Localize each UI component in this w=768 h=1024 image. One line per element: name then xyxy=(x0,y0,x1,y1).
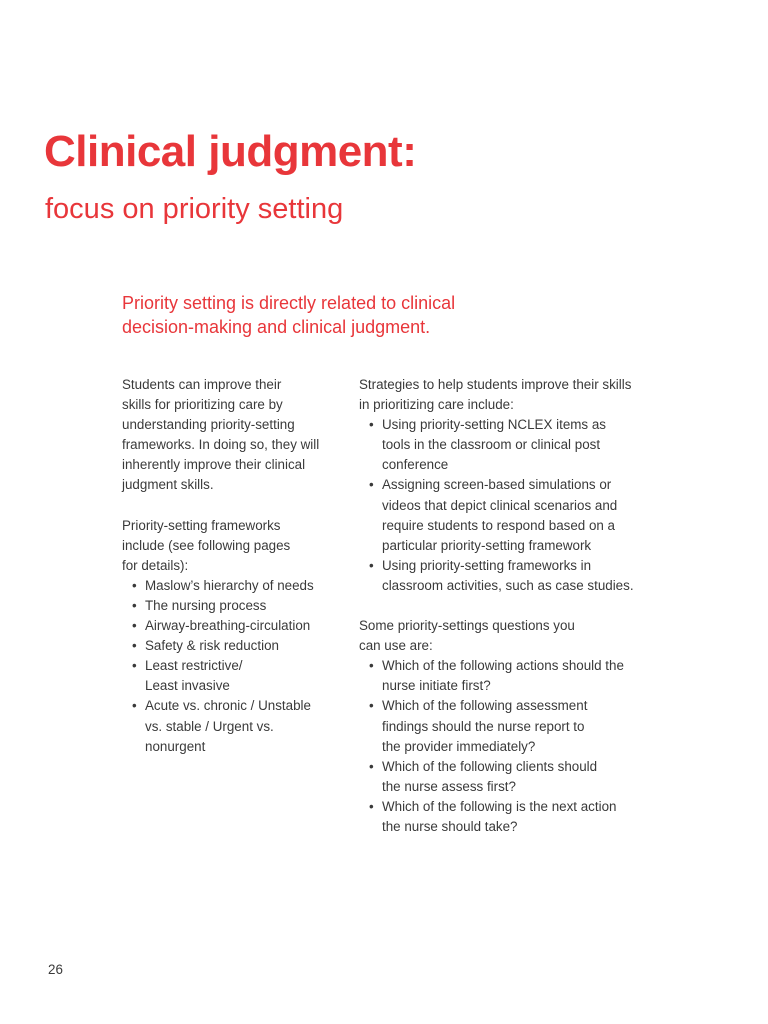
paragraph-line: Strategies to help students improve their skills xyxy=(359,377,632,392)
list-item-line: • Least restrictive/ xyxy=(145,658,243,674)
paragraph-line: frameworks. In doing so, they will xyxy=(122,437,320,453)
list-item-line: particular priority-setting framework xyxy=(382,537,592,553)
page-subtitle: focus on priority setting xyxy=(45,193,344,225)
students-paragraph xyxy=(122,375,332,496)
list-item-line: • Airway-breathing-circulation xyxy=(145,618,311,634)
list-item xyxy=(359,797,659,837)
right-column xyxy=(359,375,659,837)
list-item-line: nonurgent xyxy=(145,738,206,754)
paragraph-line: judgment skills. xyxy=(122,477,214,493)
list-item-line: the nurse should take? xyxy=(382,818,518,834)
list-item-line: conference xyxy=(382,457,449,473)
list-item xyxy=(359,656,659,696)
intro-line: decision-making and clinical judgment. xyxy=(122,317,431,337)
list-item xyxy=(359,415,659,475)
list-item xyxy=(122,656,332,696)
paragraph-line: Priority-setting frameworks xyxy=(122,517,281,533)
paragraph-line: can use are: xyxy=(359,638,433,654)
paragraph-line: in prioritizing care include: xyxy=(359,397,514,413)
questions-list xyxy=(359,656,659,837)
list-item-line: vs. stable / Urgent vs. xyxy=(145,718,274,734)
list-item-line: • Safety & risk reduction xyxy=(145,638,279,654)
list-item xyxy=(359,475,659,555)
list-item-line: • Acute vs. chronic / Unstable xyxy=(145,698,311,714)
list-item xyxy=(359,696,659,756)
strategies-list xyxy=(359,415,659,596)
paragraph-line: for details): xyxy=(122,557,189,573)
list-item-line: • Maslow’s hierarchy of needs xyxy=(145,577,314,593)
list-item-line: • Using priority-setting NCLEX items as xyxy=(382,417,606,433)
list-item-line: findings should the nurse report to xyxy=(382,718,585,734)
spacer xyxy=(122,496,332,516)
spacer xyxy=(359,596,659,616)
list-item xyxy=(122,576,332,596)
page-number: 26 xyxy=(48,962,63,977)
paragraph-line: inherently improve their clinical xyxy=(122,457,306,473)
list-item-line: • Using priority-setting frameworks in xyxy=(382,557,592,573)
page-title: Clinical judgment: xyxy=(44,127,417,176)
intro-line: Priority setting is directly related to clinical xyxy=(122,293,456,313)
paragraph-line: skills for prioritizing care by xyxy=(122,397,283,413)
list-item-line: the nurse assess first? xyxy=(382,778,516,794)
list-item xyxy=(122,616,332,636)
list-item-line: classroom activities, such as case studies. xyxy=(382,577,634,593)
intro-statement xyxy=(122,291,542,339)
list-item-line: videos that depict clinical scenarios and xyxy=(382,497,618,513)
questions-intro xyxy=(359,616,659,656)
list-item xyxy=(122,596,332,616)
list-item xyxy=(122,636,332,656)
paragraph-line: understanding priority-setting xyxy=(122,417,295,433)
list-item xyxy=(122,696,332,756)
strategies-intro xyxy=(359,375,659,415)
list-item xyxy=(359,556,659,596)
list-item-line: • Which of the following clients should xyxy=(382,758,598,774)
list-item-line: Least invasive xyxy=(145,678,230,694)
list-item-line: require students to respond based on a xyxy=(382,517,616,533)
list-item-line: nurse initiate first? xyxy=(382,678,491,694)
list-item-line: • The nursing process xyxy=(145,597,267,613)
list-item-line: • Which of the following is the next action xyxy=(382,798,617,814)
list-item-line: • Which of the following actions should the xyxy=(382,658,624,674)
list-item xyxy=(359,757,659,797)
paragraph-line: include (see following pages xyxy=(122,537,291,553)
frameworks-list xyxy=(122,576,332,757)
left-column xyxy=(122,375,332,757)
list-item-line: the provider immediately? xyxy=(382,738,536,754)
list-item-line: • Assigning screen-based simulations or xyxy=(382,477,612,493)
paragraph-line: Students can improve their xyxy=(122,377,282,392)
paragraph-line: Some priority-settings questions you xyxy=(359,618,575,634)
list-item-line: • Which of the following assessment xyxy=(382,698,588,714)
frameworks-intro xyxy=(122,516,332,576)
list-item-line: tools in the classroom or clinical post xyxy=(382,437,601,453)
